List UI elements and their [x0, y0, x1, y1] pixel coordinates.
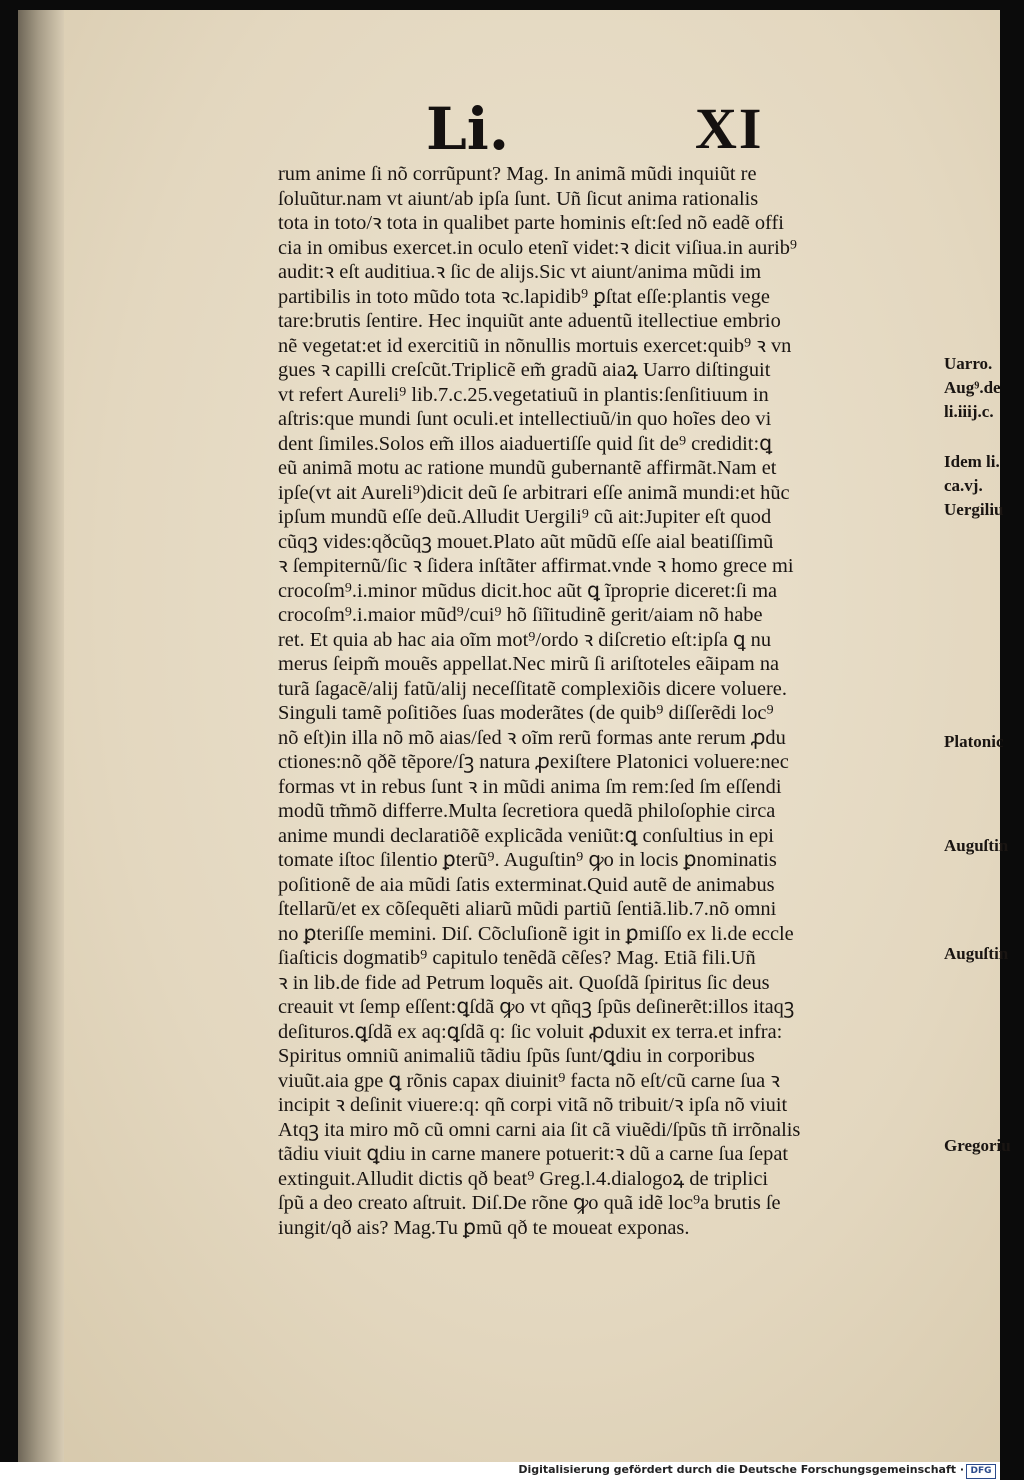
book-page: [18, 10, 1011, 1462]
text-line: gues ꝛ capilli creſcũt.Triplicẽ em̃ gradũ aiaꝝ Uarro diſtinguit: [278, 359, 771, 381]
margin-note: Uergiliu: [944, 500, 1004, 519]
margin-note: Gregoriu: [944, 1136, 1011, 1155]
folio-left: Li.: [426, 95, 510, 163]
text-line: turã ſagacẽ/alij fatũ/alij neceſſitatẽ complexiõis dicere voluere.: [278, 677, 787, 700]
margin-note: Aug⁹.de: [944, 378, 1001, 397]
text-line: ipſum mundũ eſſe deũ.Alludit Uergili⁹ cũ ait:Jupiter eſt quod: [278, 506, 772, 528]
text-line: ſpũ a deo creato aſtruit. Diſ.De rõne ꝙo quã idẽ loc⁹a brutis ſe: [278, 1192, 781, 1214]
margin-note: Idem li.: [944, 452, 1000, 471]
margin-note: Auguſtin: [944, 944, 1009, 963]
text-line: ſiaſticis dogmatib⁹ capitulo tenẽdã cẽſes? Mag. Etiã fili.Uñ: [278, 947, 756, 969]
text-line: tãdiu viuit ꝗdiu in carne manere potuerit:ꝛ dũ a carne ſua ſepat: [278, 1143, 789, 1165]
text-line: Atqꝫ ita miro mõ cũ omni carni aia ſit cã viuẽdi/ſpũs tñ irrõnalis: [278, 1118, 801, 1141]
text-line: ipſe(vt ait Aureli⁹)dicit deũ ſe arbitrari eſſe animã mundi:et hũc: [278, 481, 790, 504]
text-line: dent ſimiles.Solos em̃ illos aiaduertiſſe quid ſit de⁹ credidit:ꝗ: [278, 432, 773, 455]
text-line: poſitionẽ de aia mũdi ſatis exterminat.Quid autẽ de animabus: [278, 873, 775, 896]
text-line: iungit/qð ais? Mag.Tu ꝑmũ qð te moueat exponas.: [278, 1216, 690, 1239]
text-line: anime mundi declaratiõẽ explicãda veniũt:ꝗ conſultius in epi: [278, 824, 774, 847]
text-line: partibilis in toto mũdo tota ꝛc.lapidib⁹ ꝑſtat eſſe:plantis vege: [278, 285, 770, 308]
body-text: [278, 162, 948, 1240]
margin-note: Platonic: [944, 732, 1004, 751]
text-line: merus ſeipm̃ mouẽs appellat.Nec mirũ ſi ariſtoteles eãipam na: [278, 653, 780, 675]
text-line: ctiones:nõ qðẽ tẽpore/ſꝫ natura ꝓexiſtere Platonici voluere:nec: [278, 751, 789, 773]
margin-note: li.iiij.c.: [944, 402, 994, 421]
text-line: modũ tm̃mõ differre.Multa ſecretiora quedã philoſophie circa: [278, 800, 776, 822]
text-line: Singuli tamẽ poſitiões ſuas moderãtes (de quib⁹ diſſerẽdi loc⁹: [278, 702, 774, 724]
text-line: crocoſm⁹.i.minor mũdus dicit.hoc aũt ꝗ ĩproprie diceret:ſi ma: [278, 579, 778, 602]
text-line: tota in toto/ꝛ tota in qualibet parte hominis eſt:ſed nõ eadẽ offi: [278, 212, 784, 234]
dfg-logo: DFG: [966, 1464, 996, 1479]
text-line: nẽ vegetat:et id exercitiũ in nõnullis mortuis exercet:quib⁹ ꝛ vn: [278, 334, 792, 357]
text-line: cũqꝫ vides:qðcũqꝫ mouet.Plato aũt mũdũ eſſe aial beatiſſimũ: [278, 530, 774, 553]
page-gutter: [18, 10, 64, 1462]
page-header: [18, 94, 1000, 164]
footer-bar: [0, 1462, 1000, 1480]
text-line: ꝛ in lib.de fide ad Petrum loquẽs ait. Quoſdã ſpiritus ſic deus: [278, 971, 770, 994]
text-line: Spiritus omniũ animaliũ tãdiu ſpũs ſunt/ꝗdiu in corporibus: [278, 1045, 755, 1067]
text-line: audit:ꝛ eſt auditiua.ꝛ ſic de alijs.Sic vt aiunt/anima mũdi im: [278, 261, 762, 283]
text-line: extinguit.Alludit dictis qð beat⁹ Greg.l.4.dialogoꝝ de triplici: [278, 1167, 769, 1190]
text-line: tomate iſtoc ſilentio ꝑterũ⁹. Auguſtin⁹ ꝙo in locis ꝑnominatis: [278, 849, 777, 871]
text-line: deſituros.ꝗſdã ex aq:ꝗſdã q: ſic voluit ꝓduxit ex terra.et infra:: [278, 1020, 783, 1043]
text-line: incipit ꝛ deſinit viuere:q: qñ corpi vitã nõ tribuit/ꝛ ipſa nõ viuit: [278, 1094, 788, 1116]
funding-credit: Digitalisierung gefördert durch die Deutsche Forschungsgemeinschaft ·: [518, 1463, 964, 1476]
text-line: creauit vt ſemp eſſent:ꝗſdã ꝙo vt qñqꝫ ſpũs deſinerẽt:illos itaqꝫ: [278, 996, 795, 1018]
text-line: ret. Et quia ab hac aia oĩm mot⁹/ordo ꝛ diſcretio eſt:ipſa ꝗ nu: [278, 628, 772, 651]
margin-note: ca.vj.: [944, 476, 983, 495]
text-line: formas vt in rebus ſunt ꝛ in mũdi anima ſm rem:ſed ſm eſſendi: [278, 775, 782, 798]
text-line: cia in omibus exercet.in oculo etenĩ videt:ꝛ dicit viſiua.in aurib⁹: [278, 236, 798, 259]
text-line: aſtris:que mundi ſunt oculi.et intellectiuũ/in quo hoĩes deo vi: [278, 408, 772, 430]
text-line: crocoſm⁹.i.maior mũd⁹/cui⁹ hõ ſiĩitudinẽ gerit/aiam nõ habe: [278, 604, 763, 626]
text-line: viuũt.aia gpe ꝗ rõnis capax diuinit⁹ facta nõ eſt/cũ carne ſua ꝛ: [278, 1069, 780, 1092]
text-line: ſtellarũ/et ex cõſequẽti aliarũ mũdi partiũ ſentiã.lib.7.nõ omni: [278, 898, 777, 920]
margin-note: Auguſtin: [944, 836, 1009, 855]
text-line: tare:brutis ſentire. Hec inquiũt ante aduentũ itellectiue embrio: [278, 310, 781, 332]
text-line: eũ animã motu ac ratione mundũ gubernantẽ affirmãt.Nam et: [278, 457, 777, 479]
folio-right: XI: [695, 96, 764, 161]
text-line: nõ eſt)in illa nõ mõ aias/ſed ꝛ oĩm rerũ formas ante rerum ꝓdu: [278, 726, 786, 749]
text-line: rum anime ſi nõ corrũpunt? Mag. In animã mũdi inquiũt re: [278, 163, 757, 185]
margin-note: Uarro.: [944, 354, 993, 373]
text-line: ꝛ ſempiternũ/ſic ꝛ ſidera inſtãter affirmat.vnde ꝛ homo grece mi: [278, 555, 794, 577]
text-line: no ꝑteriſſe memini. Diſ. Cõcluſionẽ igit in ꝑmiſſo ex li.de eccle: [278, 922, 794, 945]
text-line: ſoluũtur.nam vt aiunt/ab ipſa ſunt. Uñ ſicut anima rationalis: [278, 187, 759, 210]
text-line: vt refert Aureli⁹ lib.7.c.25.vegetatiuũ in plantis:ſenſitiuum in: [278, 383, 769, 406]
